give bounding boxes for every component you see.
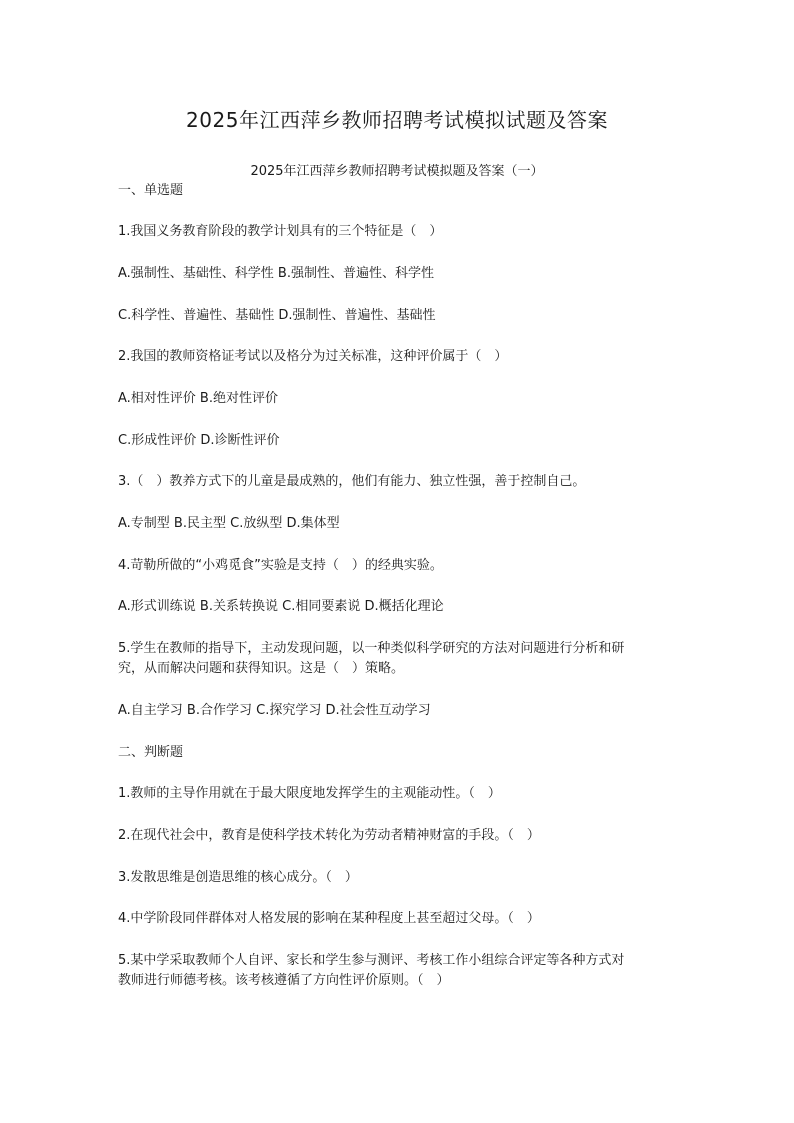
question-text: 1.教师的主导作用就在于最大限度地发挥学生的主观能动性。（ ） (118, 786, 501, 801)
question-text: 2.在现代社会中，教育是使科学技术转化为劳动者精神财富的手段。（ ） (118, 828, 540, 843)
section-heading-single-choice: 一、单选题 (118, 183, 184, 198)
question-options: A.强制性、基础性、科学性 B.强制性、普遍性、科学性 (118, 266, 434, 281)
question-options: A.相对性评价 B.绝对性评价 (118, 391, 278, 406)
question-text: 4.苛勒所做的“小鸡觅食”实验是支持（ ）的经典实验。 (118, 558, 443, 573)
question-text-line1: 5.学生在教师的指导下，主动发现问题，以一种类似科学研究的方法对问题进行分析和研 (118, 641, 625, 656)
question-text: 1.我国义务教育阶段的教学计划具有的三个特征是（ ） (118, 224, 443, 239)
question-text: 3.发散思维是创造思维的核心成分。（ ） (118, 870, 358, 885)
question-text: 4.中学阶段同伴群体对人格发展的影响在某种程度上甚至超过父母。（ ） (118, 911, 540, 926)
question-text-line2: 教师进行师德考核。该考核遵循了方向性评价原则。（ ） (118, 973, 450, 988)
question-text-line1: 5.某中学采取教师个人自评、家长和学生参与测评、考核工作小组综合评定等各种方式对 (118, 953, 625, 968)
document-title: 2025年江西萍乡教师招聘考试模拟试题及答案 (186, 108, 608, 132)
question-options: A.自主学习 B.合作学习 C.探究学习 D.社会性互动学习 (118, 703, 431, 718)
question-text: 3.（ ）教养方式下的儿童是最成熟的，他们有能力、独立性强，善于控制自己。 (118, 474, 586, 489)
question-options: A.专制型 B.民主型 C.放纵型 D.集体型 (118, 516, 340, 531)
question-options: C.形成性评价 D.诊断性评价 (118, 433, 280, 448)
question-options: C.科学性、普遍性、基础性 D.强制性、普遍性、基础性 (118, 308, 436, 323)
document-subtitle: 2025年江西萍乡教师招聘考试模拟题及答案（一） (250, 164, 544, 179)
question-options: A.形式训练说 B.关系转换说 C.相同要素说 D.概括化理论 (118, 599, 444, 614)
question-text-line2: 究，从而解决问题和获得知识。这是（ ）策略。 (118, 661, 405, 676)
question-text: 2.我国的教师资格证考试以及格分为过关标准，这种评价属于（ ） (118, 349, 508, 364)
section-heading-true-false: 二、判断题 (118, 745, 184, 760)
